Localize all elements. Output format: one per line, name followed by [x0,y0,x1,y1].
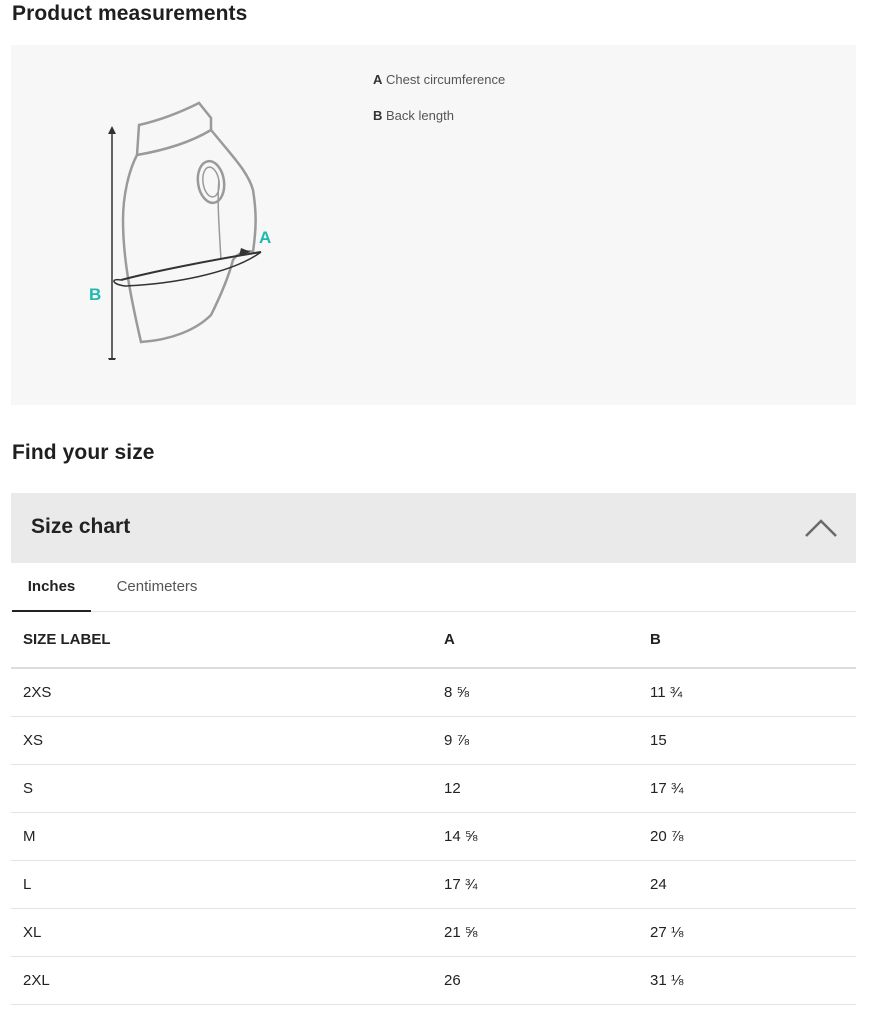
b-cell: 15 [650,716,856,764]
table-row [11,764,856,812]
table-row [11,812,856,860]
measurement-legend [373,72,505,144]
b-cell: 27 ⅛ [650,908,856,956]
size-table [11,612,856,1005]
tab-inches[interactable]: Inches [12,563,91,612]
diagram-label-b: B [89,285,102,304]
size-cell: L [11,860,444,908]
diagram-label-a: A [259,228,272,247]
legend-item-a [373,72,505,108]
b-cell: 11 ¾ [650,668,856,716]
a-cell: 14 ⅝ [444,812,650,860]
size-cell: S [11,764,444,812]
product-measurements-title: Product measurements [12,2,248,25]
a-cell: 8 ⅝ [444,668,650,716]
b-cell: 24 [650,860,856,908]
find-your-size-title: Find your size [12,441,155,464]
legend-key: B [373,108,383,123]
a-cell: 12 [444,764,650,812]
size-cell: XL [11,908,444,956]
table-row [11,956,856,1004]
measurements-panel [11,45,856,405]
size-chart-title: Size chart [31,515,131,538]
table-row [11,668,856,716]
a-cell: 9 ⅞ [444,716,650,764]
size-cell: XS [11,716,444,764]
chevron-up-icon[interactable] [804,513,838,541]
tab-centimeters[interactable]: Centimeters [116,578,198,595]
legend-item-b [373,108,505,144]
b-cell: 17 ¾ [650,764,856,812]
legend-key: A [373,72,383,87]
column-header-size-label: SIZE LABEL [11,612,444,668]
column-header-a: A [444,612,650,668]
table-row [11,908,856,956]
size-chart-accordion-header[interactable] [11,493,856,563]
size-cell: M [11,812,444,860]
a-cell: 26 [444,956,650,1004]
a-cell: 17 ¾ [444,860,650,908]
table-row [11,716,856,764]
unit-tabs [11,563,856,612]
b-cell: 31 ⅛ [650,956,856,1004]
legend-label: Chest circumference [386,72,506,87]
size-cell: 2XS [11,668,444,716]
legend-label: Back length [386,108,454,123]
a-cell: 21 ⅝ [444,908,650,956]
b-cell: 20 ⅞ [650,812,856,860]
size-cell: 2XL [11,956,444,1004]
garment-diagram [81,90,281,360]
column-header-b: B [650,612,856,668]
table-row [11,860,856,908]
table-header-row [11,612,856,668]
